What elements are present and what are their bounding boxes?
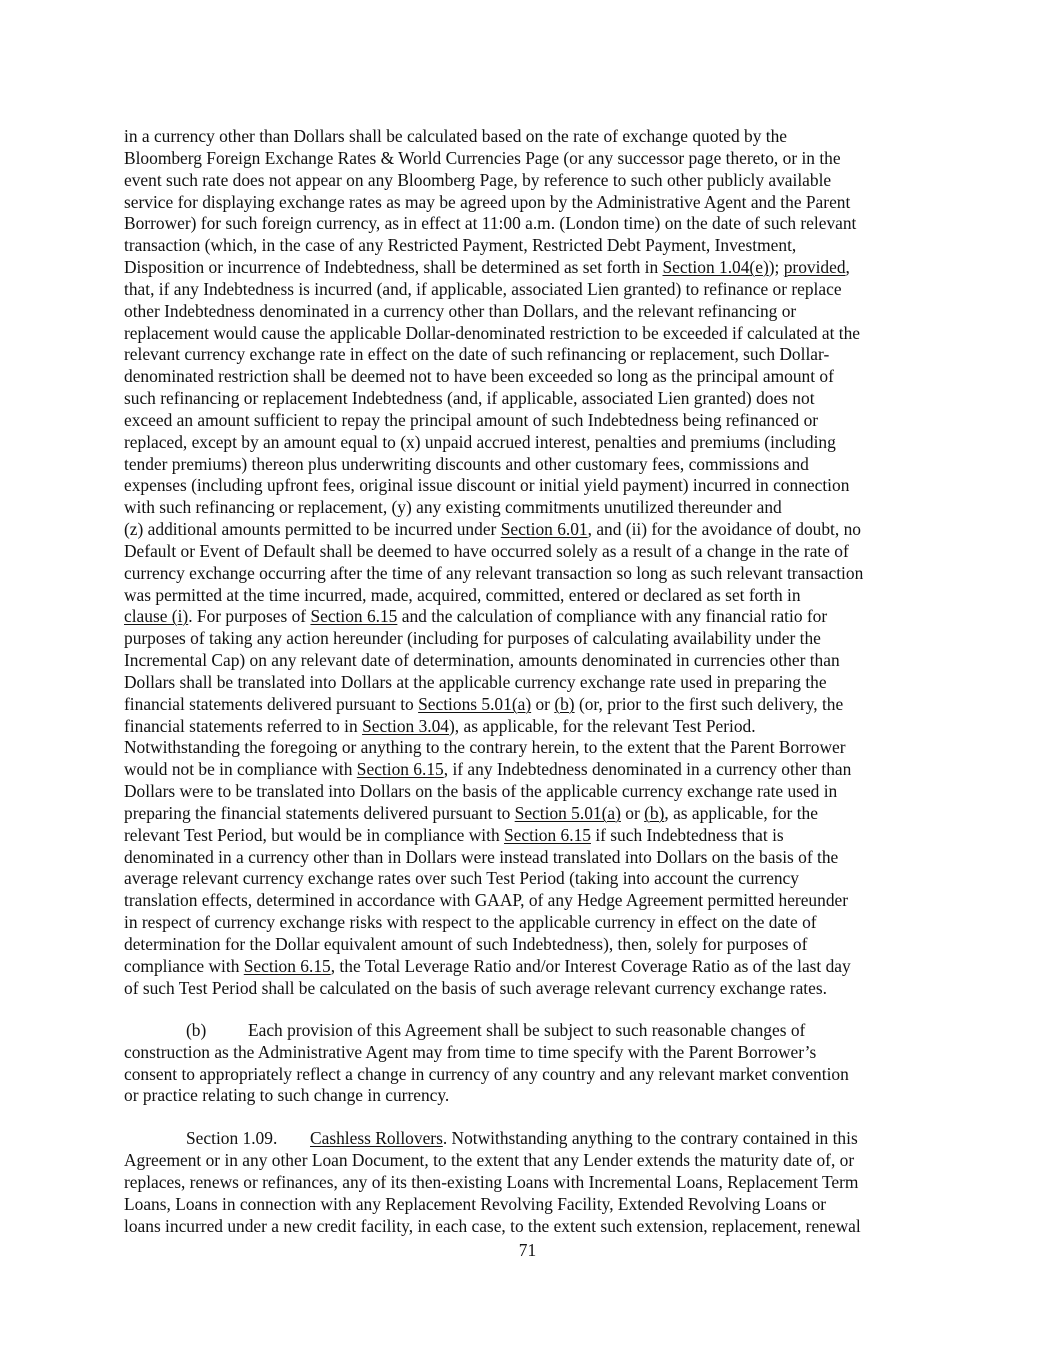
text: ), as applicable, for the relevant Test Period.: [449, 716, 756, 736]
section-heading: Cashless Rollovers: [310, 1128, 443, 1148]
section-reference-link[interactable]: Section 6.15: [356, 759, 444, 779]
text-line: [124, 257, 850, 279]
text-line: [124, 759, 851, 781]
text-line: purposes of taking any action hereunder (including for purposes of calculating availability under the: [124, 628, 821, 648]
text: , and (ii) for the avoidance of doubt, no: [587, 519, 861, 539]
text-line: transaction (which, in the case of any Restricted Payment, Restricted Debt Payment, Investment,: [124, 235, 797, 255]
text-line: [124, 716, 756, 738]
clause-reference-link[interactable]: clause (i): [124, 606, 189, 626]
text: Disposition or incurrence of Indebtedness, shall be determined as set forth in: [124, 257, 663, 277]
text-line: [186, 1128, 858, 1150]
text-line: [124, 803, 818, 825]
text-line: Dollars were to be translated into Dollars on the basis of the applicable currency exchange rate used in: [124, 781, 838, 801]
text-line: that, if any Indebtedness is incurred (and, if applicable, associated Lien granted) to refinance or replace: [124, 279, 842, 299]
text-line: relevant currency exchange rate in effect on the date of such refinancing or replacement, such Dollar-: [124, 344, 830, 364]
text-line: Agreement or in any other Loan Document, to the extent that any Lender extends the maturity date of, or: [124, 1150, 855, 1170]
text-line: Bloomberg Foreign Exchange Rates & World Currencies Page (or any successor page thereto, or in the: [124, 148, 841, 168]
clause-reference-link[interactable]: (b): [554, 694, 575, 714]
text-line: tender premiums) thereon plus underwriting discounts and other customary fees, commissions and: [124, 454, 809, 474]
text-line: replaces, renews or refinances, any of its then-existing Loans with Incremental Loans, Replacement Term: [124, 1172, 859, 1192]
text: ,: [845, 257, 850, 277]
text: , the Total Leverage Ratio and/or Interest Coverage Ratio as of the last day: [330, 956, 851, 976]
text-line: service for displaying exchange rates as may be agreed upon by the Administrative Agent and the Parent: [124, 192, 851, 212]
text: would not be in compliance with: [124, 759, 357, 779]
text: , as applicable, for the: [664, 803, 818, 823]
text: (z) additional amounts permitted to be incurred under: [124, 519, 501, 539]
text: if such Indebtedness that is: [590, 825, 784, 845]
text-line: denominated restriction shall be deemed not to have been exceeded so long as the principal amount of: [124, 366, 834, 386]
text: );: [768, 257, 784, 277]
text-line: replacement would cause the applicable Dollar-denominated restriction to be exceeded if calculated at the: [124, 323, 861, 343]
text-line: event such rate does not appear on any Bloomberg Page, by reference to such other publicly available: [124, 170, 832, 190]
text-line: was permitted at the time incurred, made, acquired, committed, entered or declared as set forth in: [124, 585, 801, 605]
text: financial statements referred to in: [124, 716, 363, 736]
text-line: Dollars shall be translated into Dollars at the applicable currency exchange rate used in preparing the: [124, 672, 827, 692]
text: compliance with: [124, 956, 244, 976]
text-line: such refinancing or replacement Indebtedness (and, if applicable, associated Lien granted) does not: [124, 388, 815, 408]
text-line: exceed an amount sufficient to repay the principal amount of such Indebtedness being refinanced or: [124, 410, 819, 430]
text: financial statements delivered pursuant to: [124, 694, 419, 714]
text-line: loans incurred under a new credit facility, in each case, to the extent such extension, replacement, renewal: [124, 1216, 861, 1236]
text-line: average relevant currency exchange rates over such Test Period (taking into account the currency: [124, 868, 799, 888]
section-reference-link[interactable]: Section 6.15: [310, 606, 398, 626]
text-line: other Indebtedness denominated in a currency other than Dollars, and the relevant refinancing or: [124, 301, 797, 321]
text-line: of such Test Period shall be calculated on the basis of such average relevant currency exchange rates.: [124, 978, 827, 998]
text: . For purposes of: [188, 606, 311, 626]
section-number: Section 1.09.: [186, 1128, 278, 1148]
section-reference-link[interactable]: Section 6.15: [243, 956, 331, 976]
section-reference-link[interactable]: Section 6.15: [504, 825, 591, 845]
text-line: Notwithstanding the foregoing or anything to the contrary herein, to the extent that the Parent Borrower: [124, 737, 846, 757]
text-line: or practice relating to such change in currency.: [124, 1085, 450, 1105]
text-line: Borrower) for such foreign currency, as in effect at 11:00 a.m. (London time) on the date of such relevant: [124, 213, 857, 233]
clause-reference-link[interactable]: (b): [644, 803, 665, 823]
text: relevant Test Period, but would be in compliance with: [124, 825, 505, 845]
section-reference-link[interactable]: Section 3.04: [362, 716, 450, 736]
text-line: construction as the Administrative Agent may from time to time specify with the Parent Borrower’s: [124, 1042, 817, 1062]
text-line: translation effects, determined in accordance with GAAP, of any Hedge Agreement permitted hereunder: [124, 890, 849, 910]
text: , if any Indebtedness denominated in a currency other than: [443, 759, 852, 779]
text-line: determination for the Dollar equivalent amount of such Indebtedness), then, solely for purposes of: [124, 934, 808, 954]
text-line: Incremental Cap) on any relevant date of determination, amounts denominated in currencies other than: [124, 650, 840, 670]
page-number: 71: [518, 1240, 537, 1260]
section-reference-link[interactable]: Sections 5.01(a): [418, 694, 532, 714]
text: . Notwithstanding anything to the contrary contained in this: [442, 1128, 858, 1148]
text-line: in a currency other than Dollars shall be calculated based on the rate of exchange quoted by the: [124, 126, 787, 146]
text: or: [531, 694, 555, 714]
section-reference-link[interactable]: Section 6.01: [500, 519, 588, 539]
text-line: [124, 825, 784, 847]
text-line: currency exchange occurring after the time of any relevant transaction so long as such relevant transaction: [124, 563, 864, 583]
text-line: Default or Event of Default shall be deemed to have occurred solely as a result of a change in the rate of: [124, 541, 849, 561]
text-line: [124, 606, 827, 628]
text-line: [124, 694, 843, 716]
section-reference-link[interactable]: Section 1.04(e): [662, 257, 769, 277]
text-line: [186, 1020, 805, 1042]
text-line: [124, 519, 861, 541]
text-line: with such refinancing or replacement, (y) any existing commitments unutilized thereunder and: [124, 497, 782, 517]
text-line: consent to appropriately reflect a change in currency of any country and any relevant market convention: [124, 1064, 849, 1084]
text-line: in respect of currency exchange risks with respect to the applicable currency in effect on the date of: [124, 912, 817, 932]
text: preparing the financial statements delivered pursuant to: [124, 803, 515, 823]
text: (or, prior to the first such delivery, the: [574, 694, 844, 714]
text: Each provision of this Agreement shall be subject to such reasonable changes of: [248, 1020, 806, 1040]
clause-marker: (b): [186, 1020, 207, 1040]
text: or: [620, 803, 645, 823]
text-line: Loans, Loans in connection with any Replacement Revolving Facility, Extended Revolving Loans or: [124, 1194, 827, 1214]
text: and the calculation of compliance with any financial ratio for: [397, 606, 828, 626]
text-line: denominated in a currency other than in Dollars were instead translated into Dollars on the basis of the: [124, 847, 839, 867]
text-line: expenses (including upfront fees, original issue discount or initial yield payment) incurred in connection: [124, 475, 850, 495]
section-reference-link[interactable]: Section 5.01(a): [514, 803, 621, 823]
provided-term: provided: [783, 257, 846, 277]
text-line: [124, 956, 851, 978]
text-line: replaced, except by an amount equal to (x) unpaid accrued interest, penalties and premiums (including: [124, 432, 836, 452]
